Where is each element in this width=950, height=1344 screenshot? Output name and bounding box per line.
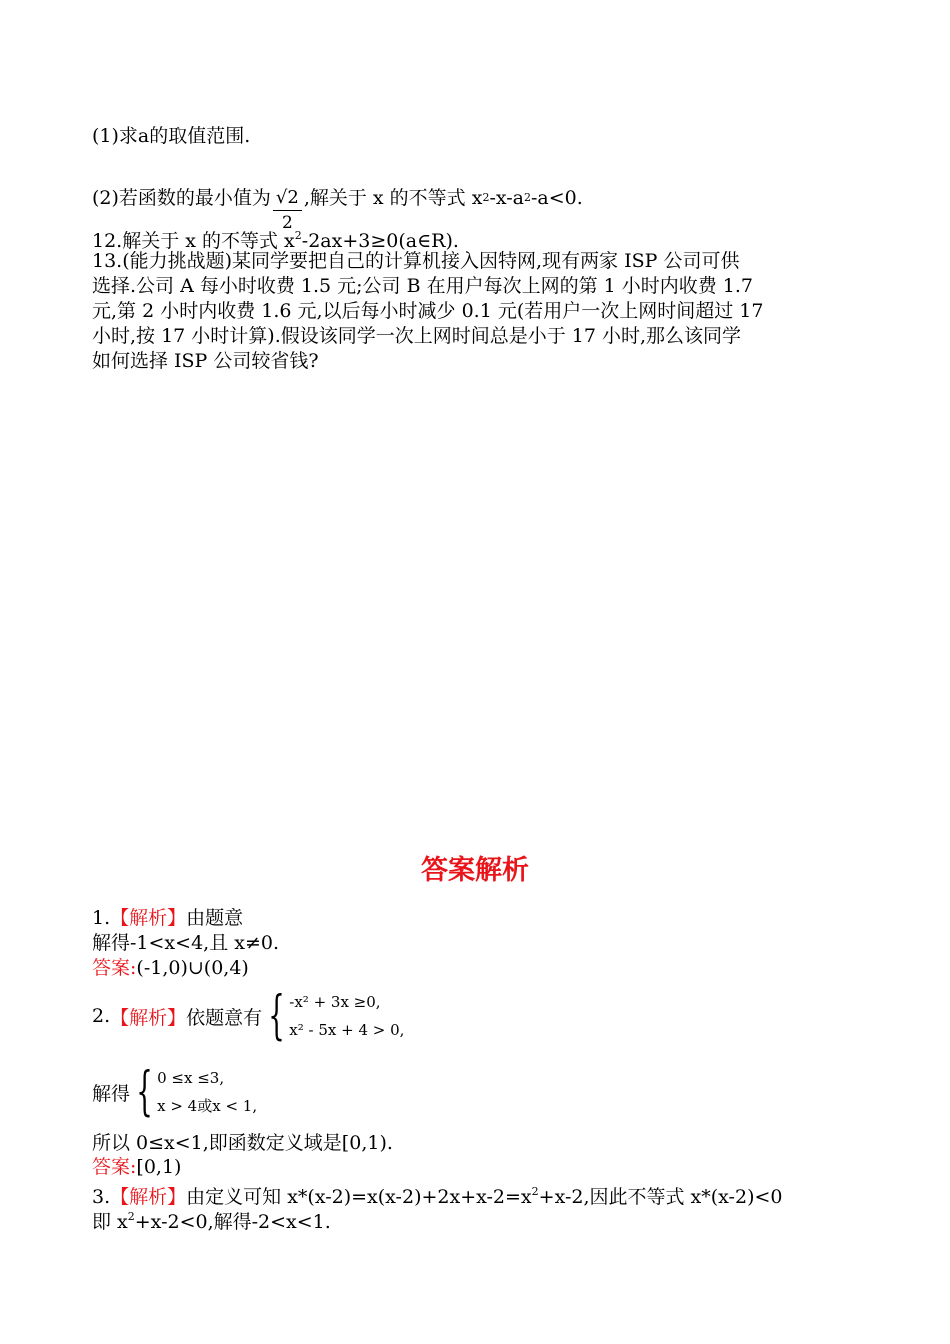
question-13-line-4: 小时,按 17 小时计算).假设该同学一次上网时间总是小于 17 小时,那么该同学 (92, 325, 742, 347)
analysis-tag: 【解析】 (110, 1186, 187, 1208)
answer-2-text: 依题意有 (186, 1006, 263, 1029)
question-11-part-1: (1)求a的取值范围. (92, 125, 251, 147)
answer-3-text-b: +x-2,因此不等式 x*(x-2)<0 (538, 1186, 783, 1208)
answer-2-solve: 解得 (92, 1082, 131, 1105)
q12-text-b: -2ax+3≥0(a∈R). (301, 230, 459, 252)
inequality-system-1 (289, 988, 404, 1044)
q11-2-prefix: (2)若函数的最小值为 (92, 186, 271, 209)
answer-label: 答案: (92, 957, 137, 979)
exponent: 2 (531, 1185, 539, 1198)
fraction-numerator: √2 (273, 186, 302, 211)
question-13-line-2: 选择.公司 A 每小时收费 1.5 元;公司 B 在用户每次上网的第 1 小时内收费 1.7 (92, 275, 754, 297)
answer-number: 3. (92, 1186, 111, 1208)
q11-2-text-c: -a<0. (531, 186, 583, 209)
exponent: 2 (482, 190, 490, 204)
answer-label: 答案: (92, 1156, 137, 1178)
left-brace-icon: { (136, 1062, 153, 1122)
inequality-system-2 (157, 1064, 257, 1120)
question-13-line-1: 13.(能力挑战题)某同学要把自己的计算机接入因特网,现有两家 ISP 公司可供 (92, 250, 740, 272)
system-row: x > 4或x < 1, (157, 1097, 258, 1115)
answer-1-line-1 (92, 906, 243, 930)
answer-1-text: 由题意 (186, 907, 244, 929)
answer-number: 1. (92, 907, 111, 929)
system-row: -x² + 3x ≥0, (289, 993, 381, 1011)
answer-1-result (92, 956, 249, 980)
exponent: 2 (127, 1210, 135, 1223)
left-brace-icon: { (268, 986, 285, 1046)
question-13-line-3: 元,第 2 小时内收费 1.6 元,以后每小时减少 0.1 元(若用户一次上网时间超过 17 (92, 300, 764, 322)
answer-2-line-2 (92, 1064, 257, 1120)
answers-title: 答案解析 (421, 855, 529, 886)
q12-text-a: 12.解关于 x 的不等式 x (92, 230, 295, 252)
answer-2-line-3: 所以 0≤x<1,即函数定义域是[0,1). (92, 1132, 393, 1154)
question-13-line-5: 如何选择 ISP 公司较省钱? (92, 350, 319, 372)
answer-3-l2-a: 即 x (92, 1211, 128, 1233)
answer-1-value: (-1,0)∪(0,4) (136, 957, 249, 979)
answer-3-line-2 (92, 1205, 331, 1234)
system-row: 0 ≤x ≤3, (157, 1069, 225, 1087)
analysis-tag: 【解析】 (110, 1006, 187, 1029)
answer-2-value: [0,1) (136, 1156, 182, 1178)
answer-2-line-1 (92, 988, 404, 1044)
fraction-denominator: 2 (281, 213, 293, 233)
exponent: 2 (294, 229, 302, 242)
answer-3-l2-b: +x-2<0,解得-2<x<1. (134, 1211, 331, 1233)
answer-3-text-a: 由定义可知 x*(x-2)=x(x-2)+2x+x-2=x (186, 1186, 532, 1208)
system-row: x² - 5x + 4 > 0, (289, 1021, 405, 1039)
q11-2-text-b: -x-a (489, 186, 524, 209)
analysis-tag: 【解析】 (110, 907, 187, 929)
answer-number: 2. (92, 1005, 111, 1027)
answer-1-line-2: 解得-1<x<4,且 x≠0. (92, 932, 279, 954)
exponent: 2 (524, 190, 531, 204)
q11-2-text-a: ,解关于 x 的不等式 x (303, 186, 483, 209)
answer-2-result (92, 1155, 181, 1179)
